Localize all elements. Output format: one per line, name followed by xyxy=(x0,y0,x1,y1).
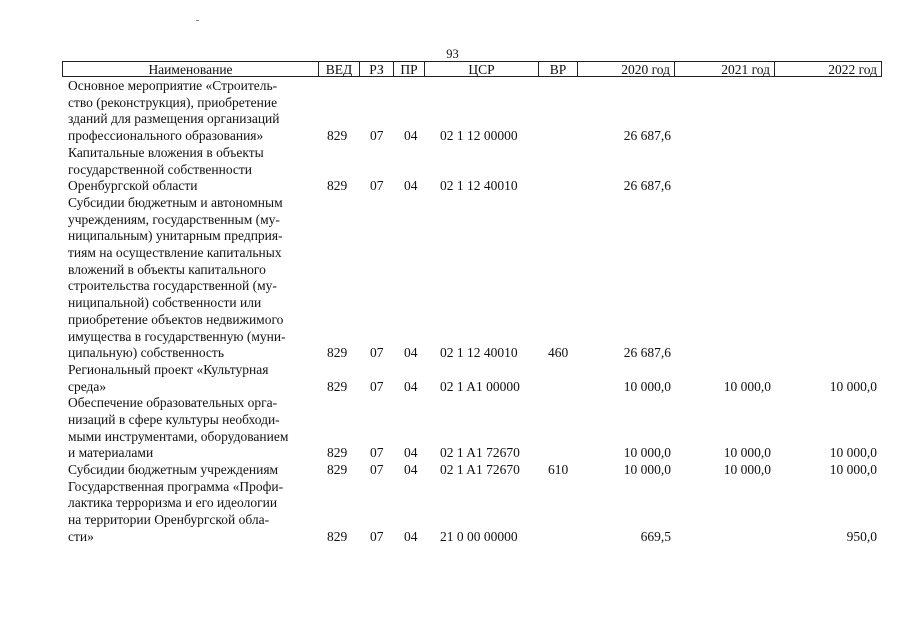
cell-pr: 04 xyxy=(404,462,418,478)
header-2020: 2020 год xyxy=(577,62,674,76)
row-name-line: вложений в объекты капитального xyxy=(68,261,266,277)
row-name-line: и материалами xyxy=(68,445,154,461)
row-name-line: профессионального образования» xyxy=(68,128,264,144)
cell-vr: 610 xyxy=(548,462,569,478)
cell-pr: 04 xyxy=(404,345,418,361)
row-name-line: ниципальной) собственности или xyxy=(68,295,262,311)
cell-pr: 04 xyxy=(404,378,418,394)
row-name-line: приобретение объектов недвижимого xyxy=(68,311,284,327)
cell-2020: 10 000,0 xyxy=(623,462,671,478)
row-name xyxy=(68,479,328,546)
row-name-line: Государственная программа «Профи- xyxy=(68,478,284,494)
cell-2020: 669,5 xyxy=(640,528,671,544)
row-name-line: ство (реконструкция), приобретение xyxy=(68,94,278,110)
row-name-line: учреждениям, государственным (му- xyxy=(68,211,280,227)
cell-csr: 02 1 12 40010 xyxy=(440,178,518,194)
cell-pr: 04 xyxy=(404,445,418,461)
row-name xyxy=(68,78,328,145)
cell-pr: 04 xyxy=(404,128,418,144)
cell-2021: 10 000,0 xyxy=(723,445,771,461)
cell-2020: 26 687,6 xyxy=(623,345,671,361)
cell-csr: 02 1 12 00000 xyxy=(440,128,518,144)
cell-rz: 07 xyxy=(370,378,384,394)
cell-ved: 829 xyxy=(327,445,348,461)
cell-ved: 829 xyxy=(327,345,348,361)
page-number: 93 xyxy=(446,47,459,61)
cell-2022: 10 000,0 xyxy=(829,445,877,461)
table-row xyxy=(0,145,905,195)
row-name-line: Основное мероприятие «Строитель- xyxy=(68,78,278,93)
row-name-line: Обеспечение образовательных орга- xyxy=(68,395,278,411)
row-name-line: Субсидии бюджетным учреждениям xyxy=(68,462,279,478)
cell-rz: 07 xyxy=(370,528,384,544)
cell-2020: 10 000,0 xyxy=(623,445,671,461)
row-name-line: Капитальные вложения в объекты xyxy=(68,144,264,160)
row-name-line: зданий для размещения организаций xyxy=(68,111,280,127)
cell-2020: 26 687,6 xyxy=(623,178,671,194)
header-pr: ПР xyxy=(393,62,424,76)
header-2021: 2021 год xyxy=(674,62,774,76)
row-name-line: ципальную) собственность xyxy=(68,345,224,361)
cell-vr: 460 xyxy=(548,345,569,361)
table-row xyxy=(0,78,905,145)
header-csr: ЦСР xyxy=(424,62,538,76)
row-name xyxy=(68,145,328,195)
header-2022: 2022 год xyxy=(774,62,881,76)
table-header xyxy=(62,61,882,77)
row-name xyxy=(68,395,328,462)
header-rz: РЗ xyxy=(359,62,393,76)
scan-speck xyxy=(196,20,199,21)
row-name xyxy=(68,362,328,395)
cell-rz: 07 xyxy=(370,178,384,194)
cell-ved: 829 xyxy=(327,378,348,394)
row-name-line: государственной собственности xyxy=(68,161,253,177)
row-name-line: имущества в государственную (муни- xyxy=(68,328,286,344)
row-name-line: Региональный проект «Культурная xyxy=(68,361,269,377)
table-row xyxy=(0,362,905,395)
cell-csr: 02 1 A1 72670 xyxy=(440,462,520,478)
cell-csr: 02 1 12 40010 xyxy=(440,345,518,361)
cell-ved: 829 xyxy=(327,528,348,544)
cell-2020: 10 000,0 xyxy=(623,378,671,394)
cell-ved: 829 xyxy=(327,128,348,144)
cell-2022: 10 000,0 xyxy=(829,462,877,478)
row-name-line: ниципальным) унитарным предприя- xyxy=(68,228,283,244)
table-row xyxy=(0,479,905,546)
cell-2021: 10 000,0 xyxy=(723,462,771,478)
cell-csr: 21 0 00 00000 xyxy=(440,528,518,544)
row-name-line: сти» xyxy=(68,528,94,544)
cell-csr: 02 1 A1 72670 xyxy=(440,445,520,461)
cell-rz: 07 xyxy=(370,462,384,478)
cell-rz: 07 xyxy=(370,345,384,361)
row-name-line: строительства государственной (му- xyxy=(68,278,277,294)
cell-2021: 10 000,0 xyxy=(723,378,771,394)
table-body xyxy=(0,78,905,546)
cell-rz: 07 xyxy=(370,445,384,461)
cell-2022: 10 000,0 xyxy=(829,378,877,394)
header-vr: ВР xyxy=(538,62,577,76)
row-name-line: Оренбургской области xyxy=(68,178,198,194)
table-row xyxy=(0,195,905,362)
row-name-line: лактика терроризма и его идеологии xyxy=(68,495,278,511)
cell-rz: 07 xyxy=(370,128,384,144)
row-name xyxy=(68,195,328,362)
row-name xyxy=(68,462,328,479)
cell-pr: 04 xyxy=(404,528,418,544)
row-name-line: тиям на осуществление капитальных xyxy=(68,245,282,260)
cell-2020: 26 687,6 xyxy=(623,128,671,144)
cell-2022: 950,0 xyxy=(846,528,877,544)
cell-ved: 829 xyxy=(327,178,348,194)
row-name-line: на территории Оренбургской обла- xyxy=(68,512,270,528)
header-name: Наименование xyxy=(148,62,233,77)
cell-csr: 02 1 A1 00000 xyxy=(440,378,520,394)
cell-pr: 04 xyxy=(404,178,418,194)
header-ved: ВЕД xyxy=(318,62,359,76)
row-name-line: Субсидии бюджетным и автономным xyxy=(68,194,283,210)
table-row xyxy=(0,462,905,479)
row-name-line: среда» xyxy=(68,378,107,394)
cell-ved: 829 xyxy=(327,462,348,478)
row-name-line: низаций в сфере культуры необходи- xyxy=(68,411,280,427)
table-row xyxy=(0,395,905,462)
row-name-line: мыми инструментами, оборудованием xyxy=(68,428,289,444)
